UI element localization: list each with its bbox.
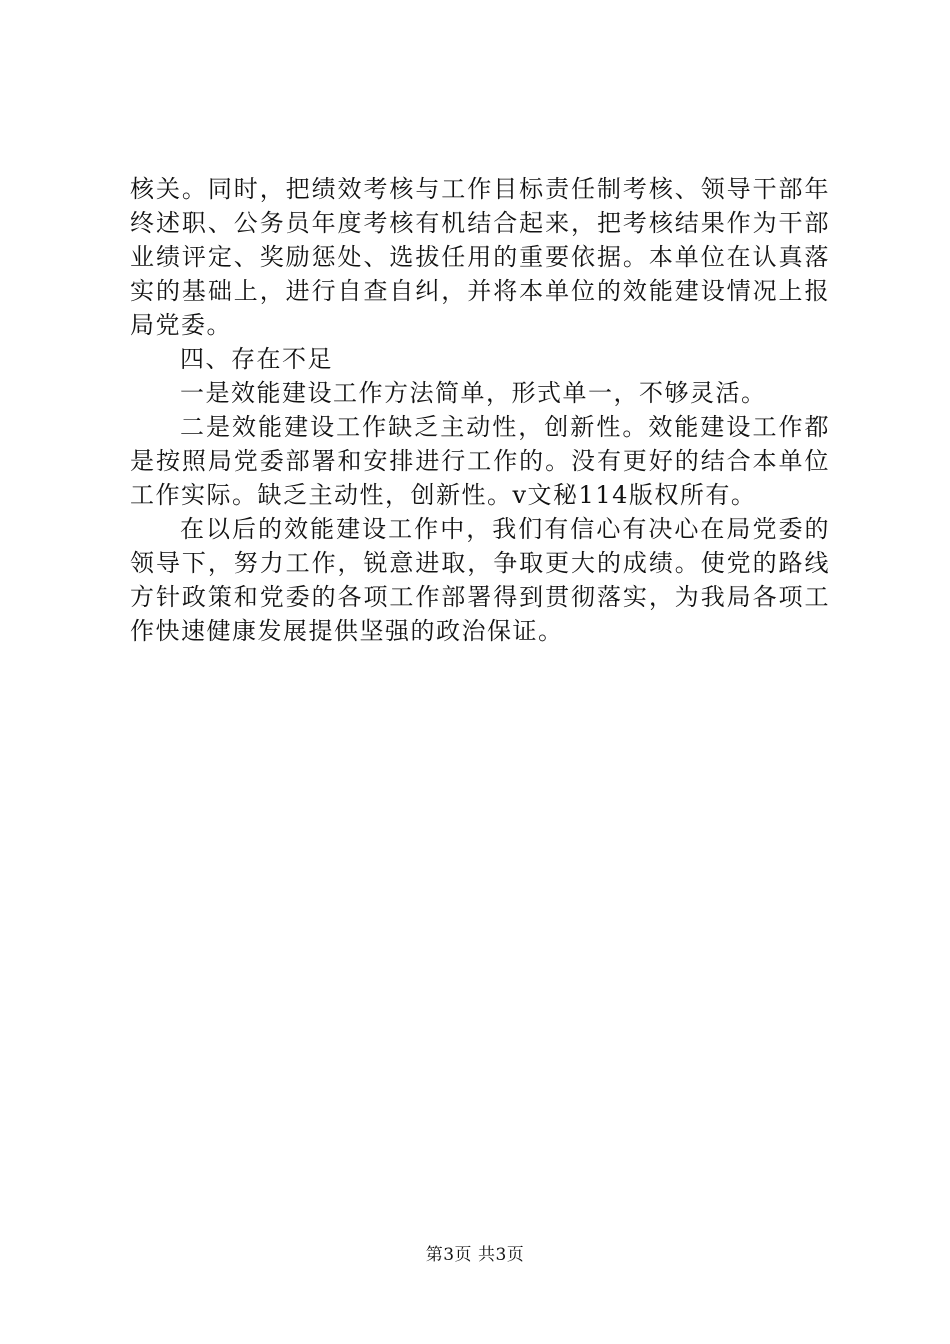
paragraph-continuation: 核关。同时，把绩效考核与工作目标责任制考核、领导干部年终述职、公务员年度考核有机结合起来，把考核结果作为干部业绩评定、奖励惩处、选拔任用的重要依据。本单位在认真落实的基础上，进行自查自纠，并将本单位的效能建设情况上报局党委。 <box>130 175 830 339</box>
paragraph-closing: 在以后的效能建设工作中，我们有信心有决心在局党委的领导下，努力工作，锐意进取，争取更大的成绩。使党的路线方针政策和党委的各项工作部署得到贯彻落实，为我局各项工作快速健康发展提供坚强的政治保证。 <box>130 515 830 645</box>
document-body <box>130 172 830 648</box>
paragraph-point-two: 二是效能建设工作缺乏主动性，创新性。效能建设工作都是按照局党委部署和安排进行工作的。没有更好的结合本单位工作实际。缺乏主动性，创新性。v文秘114版权所有。 <box>130 413 830 509</box>
section-heading: 四、存在不足 <box>180 345 333 373</box>
paragraph-point-one: 一是效能建设工作方法简单，形式单一，不够灵活。 <box>180 379 767 407</box>
page-number-footer: 第3页 共3页 <box>425 1245 525 1265</box>
